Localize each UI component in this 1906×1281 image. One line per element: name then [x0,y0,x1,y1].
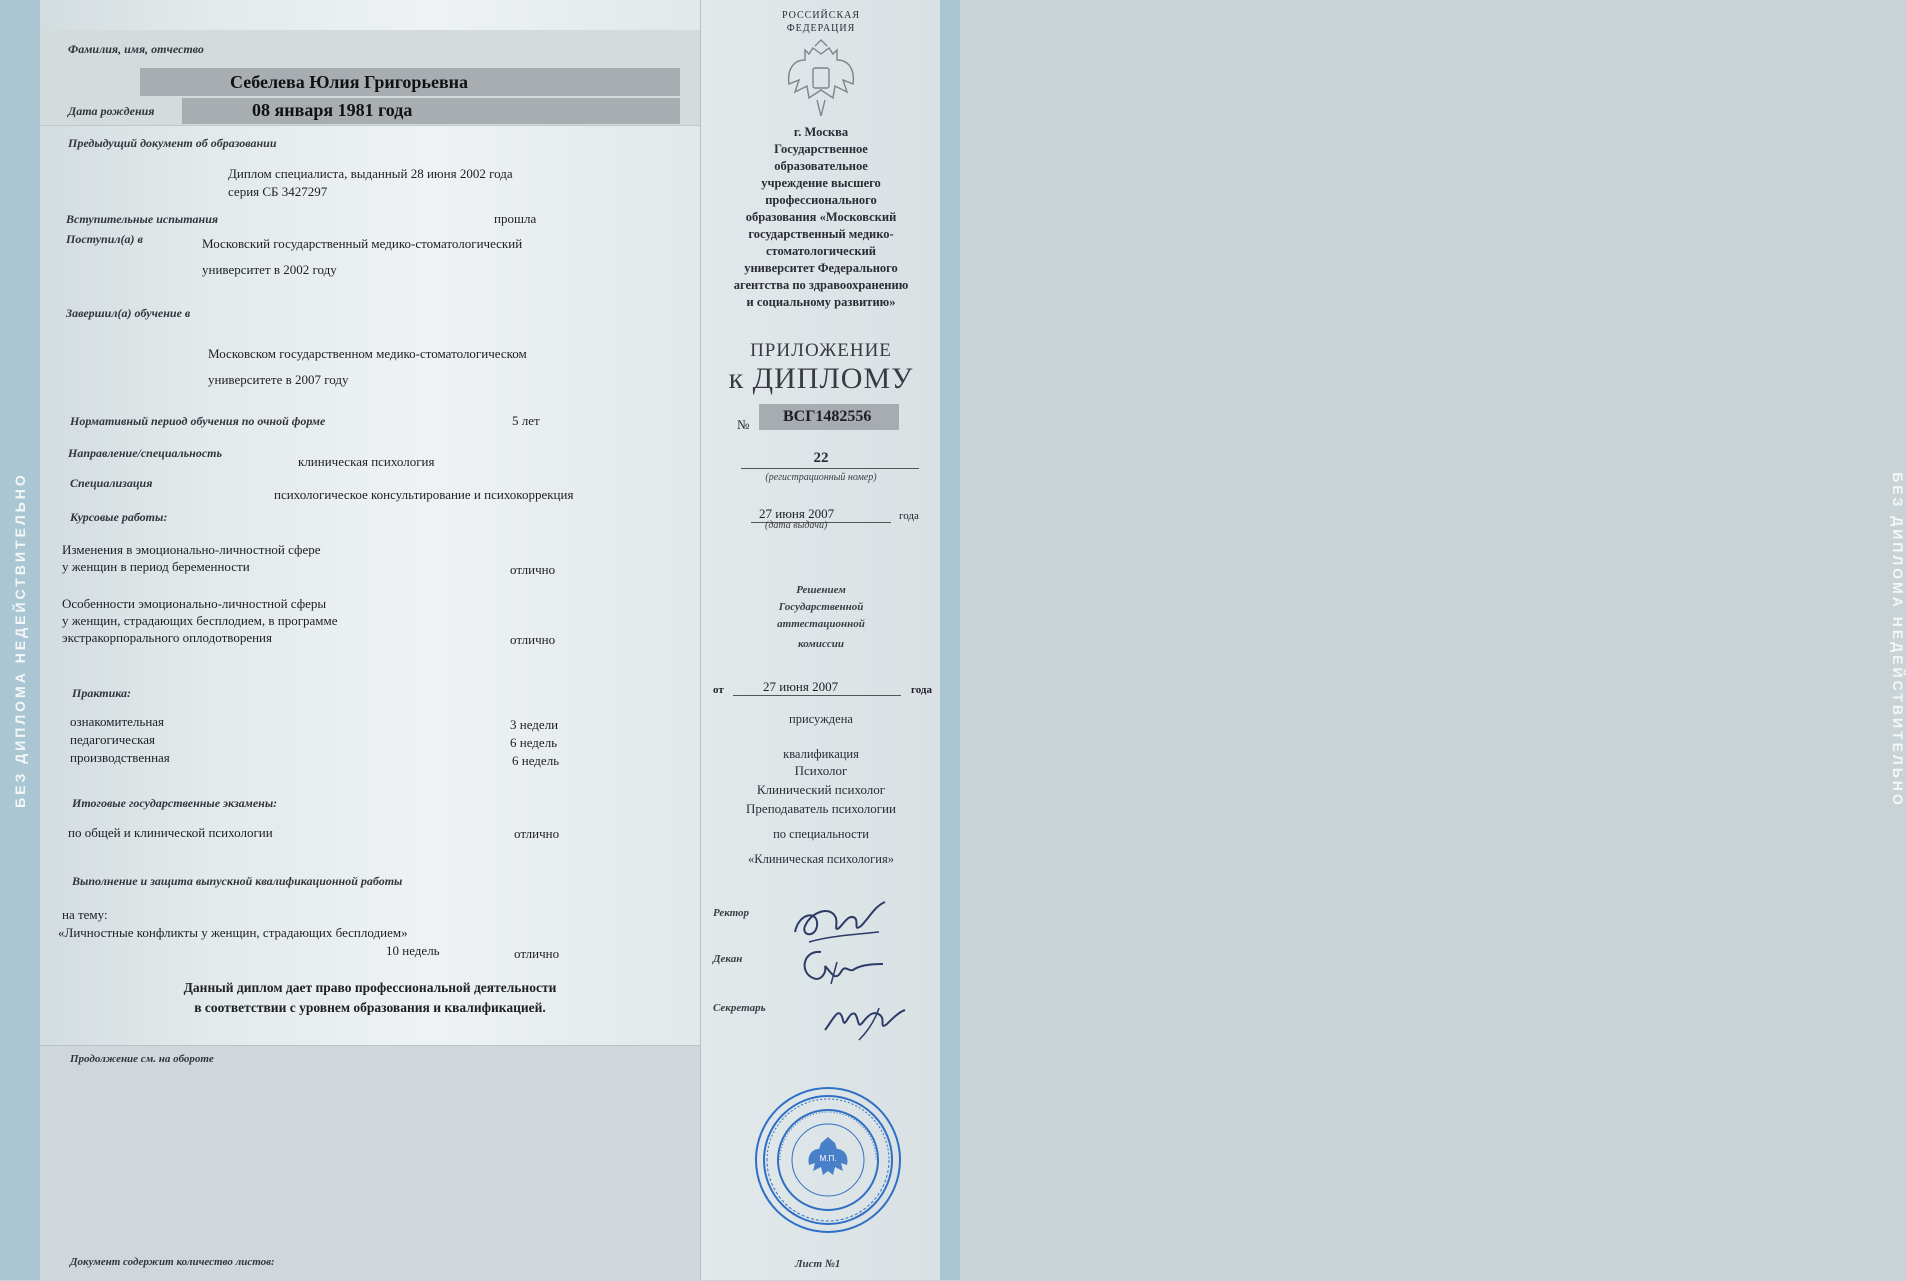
practice-name: производственная [70,750,170,765]
decision-line: комиссии [798,638,844,650]
coursework-label: Курсовые работы: [70,510,168,524]
institution-line: государственный медико- [748,227,894,241]
supplement-title-line2: к ДИПЛОМУ [728,362,914,395]
institution-line: университет Федерального [744,261,898,275]
fio-label: Фамилия, имя, отчество [68,42,204,56]
institution-line: Государственное [774,142,868,156]
course1-line2: у женщин в период беременности [62,559,250,574]
decision-line: аттестационной [777,618,865,630]
country-line1: РОССИЙСКАЯ [781,10,861,21]
right-strip-text: БЕЗ ДИПЛОМА НЕДЕЙСТВИТЕЛЬНО [1890,472,1906,808]
thesis-topic-label: на тему: [62,907,108,922]
specialty-value: «Клиническая психология» [748,852,894,866]
secretary-signature [819,990,909,1050]
course1-line1: Изменения в эмоционально-личностной сфере [62,542,321,557]
exams-label: Итоговые государственные экзамены: [72,796,278,810]
admitted-line2: университет в 2002 году [202,262,337,277]
direction-label: Направление/специальность [68,446,222,460]
entrance-value: прошла [494,211,537,226]
period-label: Нормативный период обучения по очной форме [70,414,326,428]
period-value: 5 лет [512,413,540,428]
exam-name: по общей и клинической психологии [68,825,273,840]
issue-year-word: года [899,510,919,522]
qualification-item: Психолог [794,763,848,778]
rights-line1: Данный диплом дает право профессиональной деятельности [183,980,557,995]
course2-line2: у женщин, страдающих бесплодием, в программе [62,613,338,628]
practice-label: Практика: [72,686,132,700]
institution-line: г. Москва [793,125,849,139]
thesis-topic: «Личностные конфликты у женщин, страдающих бесплодием» [58,925,408,940]
sheets-count-label: Документ содержит количество листов: [70,1256,275,1268]
institution-line: и социальному развитию» [746,295,896,309]
supplement-title-line1: ПРИЛОЖЕНИЕ [750,340,892,361]
full-name: Себелева Юлия Григорьевна [230,72,469,92]
practice-duration: 6 недель [512,753,560,768]
prev-doc-line2: серия СБ 3427297 [228,184,328,199]
continued-note: Продолжение см. на обороте [70,1053,214,1065]
finished-line2: университете в 2007 году [208,372,349,387]
qualification-item: Клинический психолог [756,782,886,797]
admitted-label: Поступил(а) в [66,232,143,246]
footer-band [40,1045,700,1281]
prev-doc-line1: Диплом специалиста, выданный 28 июня 2002 года [228,166,513,181]
institution-line: учреждение высшего [761,176,881,190]
specialization-label: Специализация [70,476,153,490]
admitted-line1: Московский государственный медико-стоматологический [202,236,523,251]
decision-from-label: от [713,684,724,696]
issue-date: 27 июня 2007 [759,506,835,521]
number-label: № [737,417,750,432]
decision-year-word: года [911,684,932,696]
decision-date-underline [733,695,901,696]
rights-line2: в соответствии с уровнем образования и квалификацией. [194,1000,546,1015]
institution-line: стоматологический [766,244,876,258]
right-security-strip [940,0,1906,1280]
practice-duration: 6 недель [510,735,558,750]
prev-doc-label: Предыдущий документ об образовании [68,136,277,150]
right-column [700,0,941,1280]
entrance-label: Вступительные испытания [66,212,219,226]
institution-line: агентства по здравоохранению [733,278,909,292]
main-column [40,0,700,1280]
registration-underline [741,468,919,469]
registration-caption: (регистрационный номер) [765,472,877,483]
seal-mark: М.П. [819,1154,837,1163]
practice-duration: 3 недели [510,717,559,732]
institution-line: профессионального [765,193,877,207]
institution-line: образовательное [774,159,868,173]
registration-number: 22 [813,450,829,466]
sheet-number: Лист №1 [795,1258,841,1270]
country-line2: ФЕДЕРАЦИЯ [786,23,856,34]
decision-date: 27 июня 2007 [763,679,839,694]
qualification-item: Преподаватель психологии [746,801,896,816]
rector-label: Ректор [713,907,750,919]
dean-label: Декан [713,953,743,965]
course2-line3: экстракорпорального оплодотворения [62,630,272,645]
finished-label: Завершил(а) обучение в [66,306,191,320]
qualification-label: квалификация [783,747,859,761]
thesis-duration: 10 недель [386,943,440,958]
course2-grade: отлично [510,632,556,647]
dean-signature [791,942,891,992]
finished-line1: Московском государственном медико-стоматологическом [208,346,527,361]
coat-of-arms-emblem [779,40,863,120]
birth-date: 08 января 1981 года [252,100,413,120]
thesis-label: Выполнение и защита выпускной квалификационной работы [72,874,403,888]
course1-grade: отлично [510,562,556,577]
specialty-label: по специальности [773,827,869,841]
institution-line: образования «Московский [745,210,897,224]
course2-line1: Особенности эмоционально-личностной сферы [62,596,327,611]
decision-line: Решением [796,584,846,596]
practice-name: педагогическая [70,732,156,747]
thesis-grade: отлично [514,946,560,961]
supplement-number: ВСГ1482556 [783,408,872,425]
exam-grade: отлично [514,826,560,841]
official-seal-stamp [753,1085,903,1235]
awarded-label: присуждена [789,712,853,726]
specialization-value: психологическое консультирование и психокоррекция [274,487,574,502]
direction-value: клиническая психология [298,454,435,469]
dob-label: Дата рождения [68,104,155,118]
left-security-strip [0,0,40,1280]
issue-caption: (дата выдачи) [765,520,828,531]
decision-line: Государственной [778,601,864,613]
secretary-label: Секретарь [713,1002,766,1014]
practice-name: ознакомительная [70,714,165,729]
left-strip-text: БЕЗ ДИПЛОМА НЕДЕЙСТВИТЕЛЬНО [12,472,28,808]
